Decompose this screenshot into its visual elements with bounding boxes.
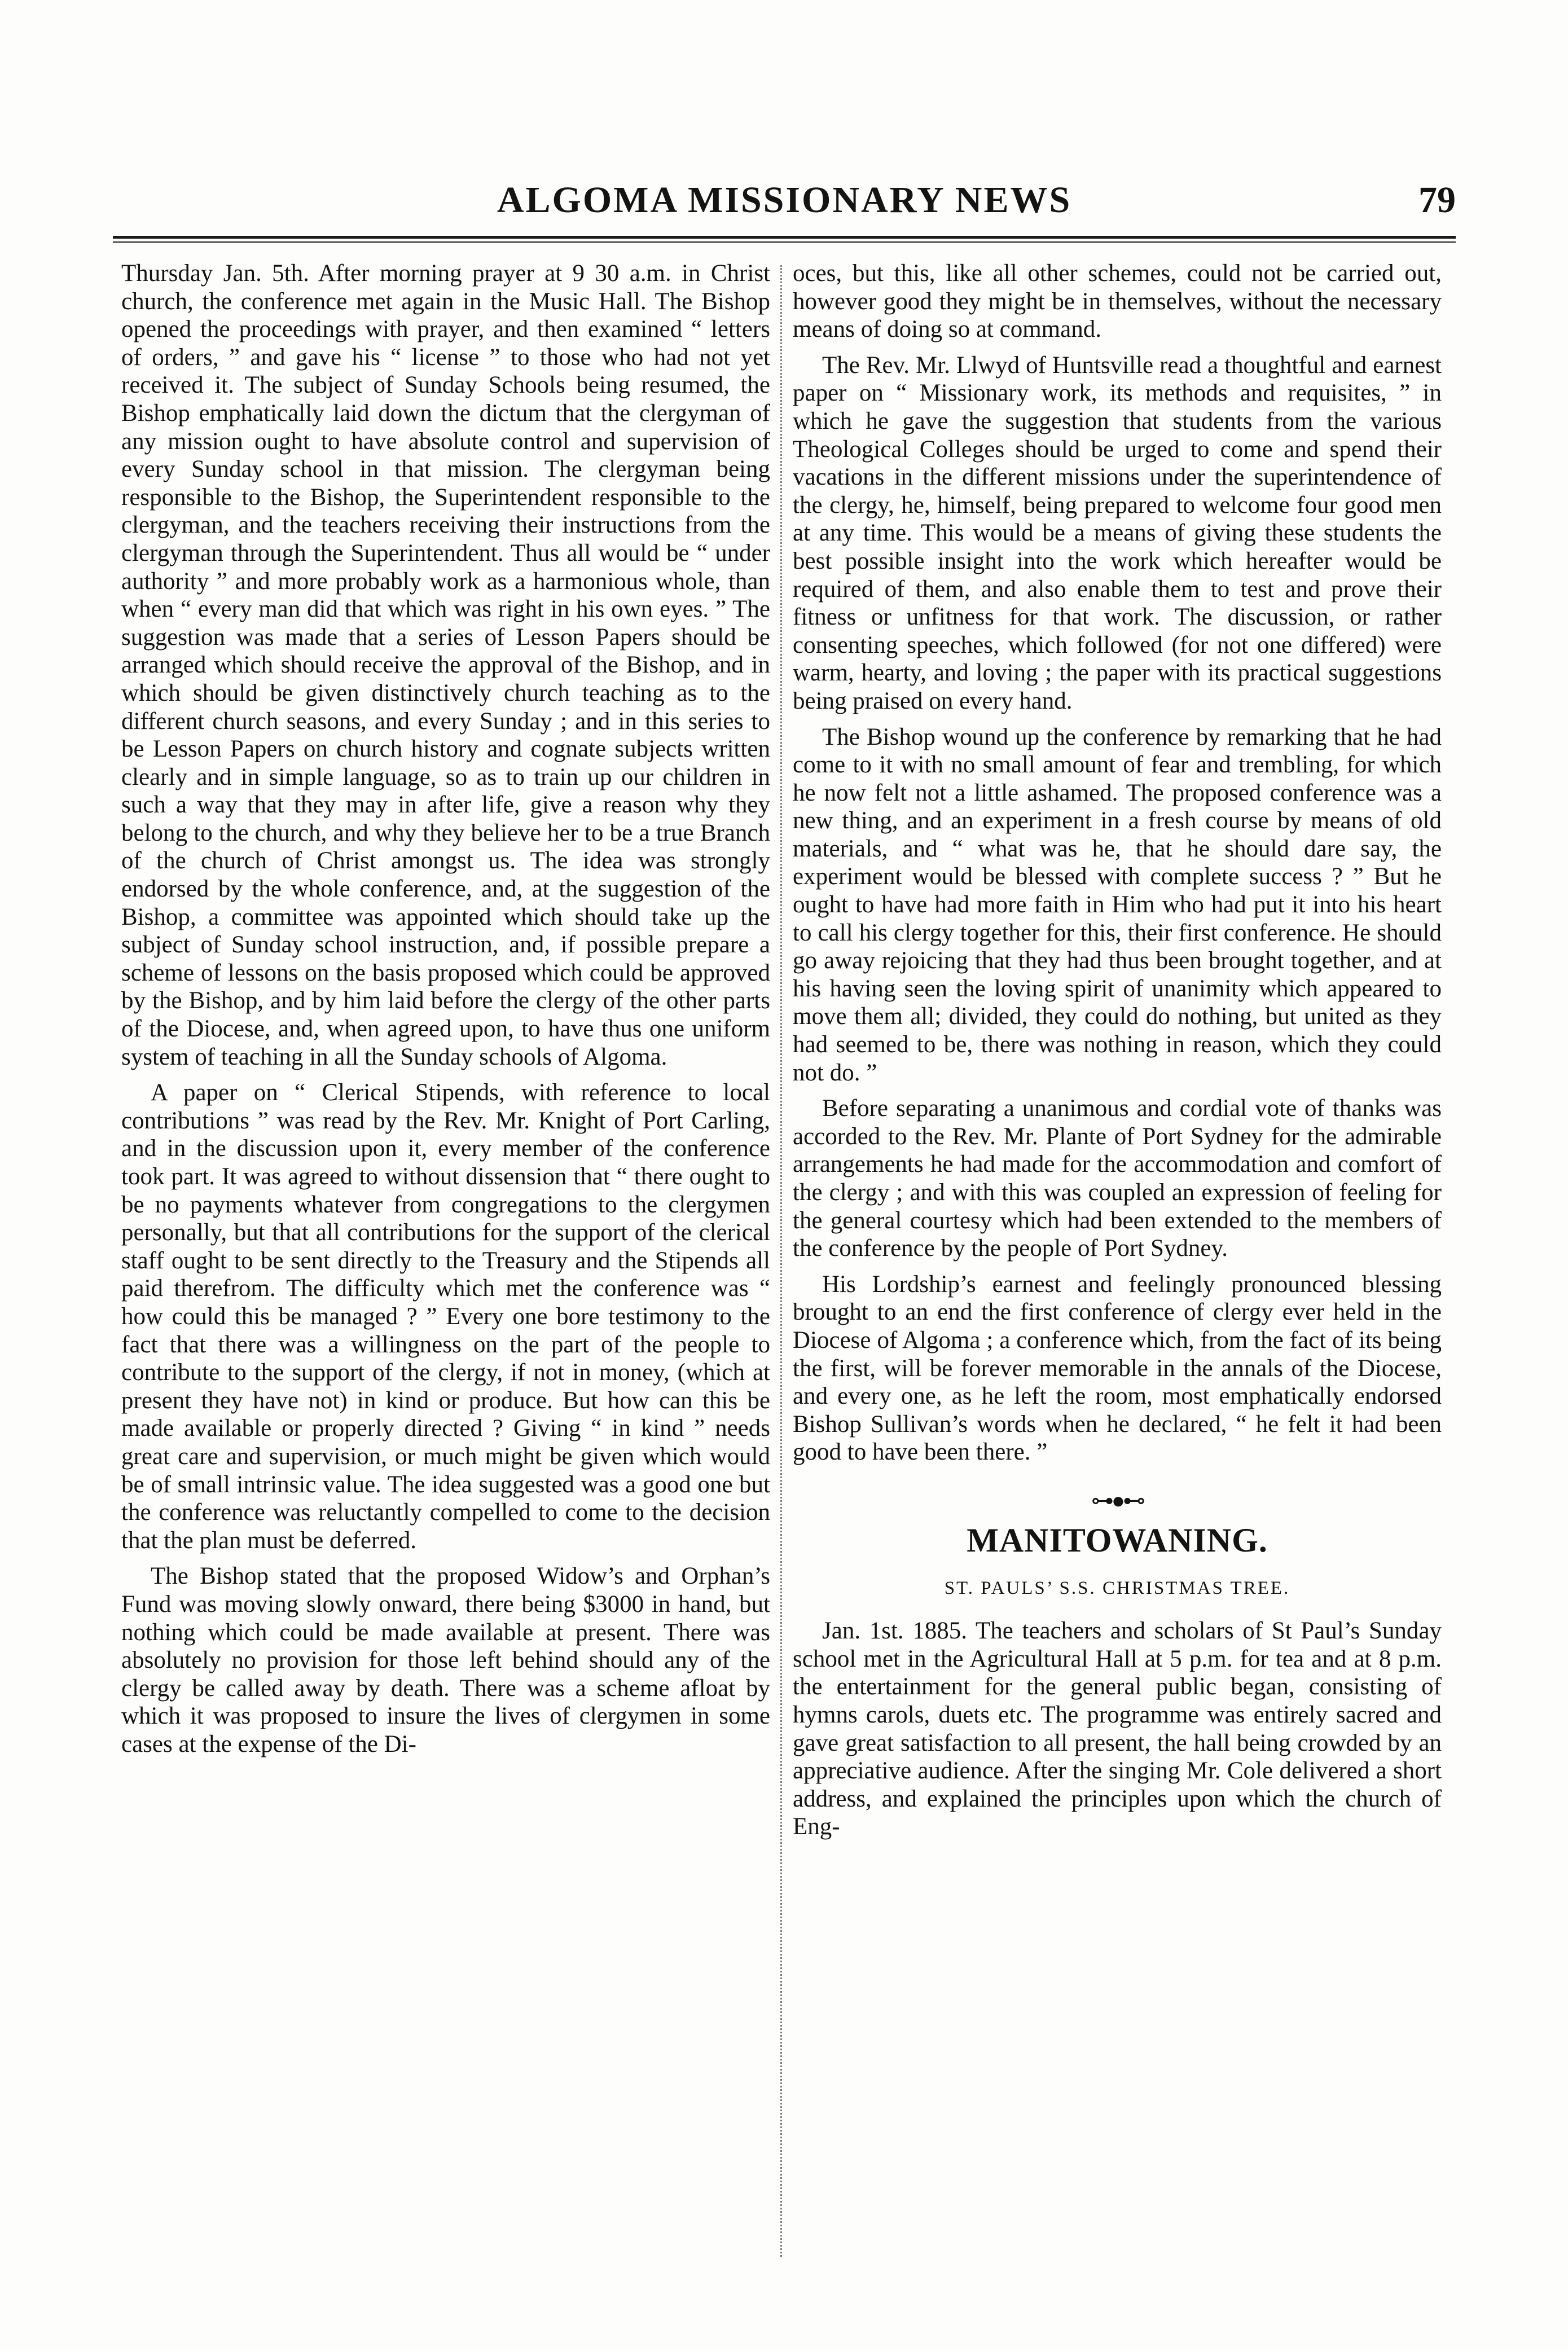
header-rule: [113, 236, 1456, 243]
article-paragraph: The Bishop wound up the conference by remarking that he had come to it with no small amount of fear and trembling, for which he now felt not a little ashamed. The proposed conference was a new thing, and an experiment in a fresh course by means of old materials, and “ what was he, that he should dare say, the experiment would be blessed with complete success ? ” But he ought to have had more faith in Him who had put it into his heart to call his clergy together for this, their first conference. He should go away rejoicing that they had thus been brought together, and at his having seen the loving spirit of unanimity which appeared to move them all; divided, they could do nothing, but united as they had seemed to be, there was nothing in reason, which they could not do. ”: [793, 723, 1442, 1086]
article-paragraph: The Rev. Mr. Llwyd of Huntsville read a thoughtful and earnest paper on “ Missionary work, its methods and requisites, ” in which he gave the suggestion that students from the various Theological Colleges should be urged to come and spend their vacations in the different missions under the superintendence of the clergy, he, himself, being prepared to welcome four good men at any time. This would be a means of giving these students the best possible insight into the work which hereafter would be required of them, and also enable them to test and prove their fitness or unfitness for that work. The discussion, or rather consenting speeches, which followed (for not one differed) were warm, hearty, and loving ; the paper with its practical suggestions being praised on every hand.: [793, 351, 1442, 714]
publication-title: ALGOMA MISSIONARY NEWS: [497, 179, 1072, 221]
article-paragraph: Thursday Jan. 5th. After morning prayer at 9 30 a.m. in Christ church, the conference met again in the Music Hall. The Bishop opened the proceedings with prayer, and then examined “ letters of orders, ” and gave his “ license ” to those who had not yet received it. The subject of Sunday Schools being resumed, the Bishop emphatically laid down the dictum that the clergyman of any mission ought to have absolute control and supervision of every Sunday school in that mission. The clergyman being responsible to the Bishop, the Superintendent responsible to the clergyman, and the teachers receiving their instructions from the clergyman through the Superintendent. Thus all would be “ under authority ” and more probably work as a harmonious whole, than when “ every man did that which was right in his own eyes. ” The suggestion was made that a series of Lesson Papers should be arranged which should receive the approval of the Bishop, and in which should be given distinctively church teaching as to the different church seasons, and every Sunday ; and in this series to be Lesson Papers on church history and cognate subjects written clearly and in simple language, so as to train up our children in such a way that they may in after life, give a reason why they belong to the church, and why they believe her to be a true Branch of the church of Christ amongst us. The idea was strongly endorsed by the whole conference, and, at the suggestion of the Bishop, a committee was appointed which should take up the subject of Sunday school instruction, and, if possible prepare a scheme of lessons on the basis proposed which could be approved by the Bishop, and by him laid before the clergy of the other parts of the Diocese, and, when agreed upon, to have thus one uniform system of teaching in all the Sunday schools of Algoma.: [121, 260, 770, 1070]
section-ornament: ⊶●⊷: [1091, 1487, 1144, 1513]
page-number: 79: [1418, 179, 1456, 221]
article-paragraph: The Bishop stated that the proposed Widow’s and Orphan’s Fund was moving slowly onward, there being $3000 in hand, but nothing which could be made available at present. There was absolutely no provision for those left behind should any of the clergy be called away by death. There was a scheme afloat by which it was proposed to insure the lives of clergymen in some cases at the expense of the Di-: [121, 1563, 770, 1757]
left-column: [121, 260, 770, 2268]
column-divider: [780, 265, 782, 2257]
article-paragraph: Before separating a unanimous and cordial vote of thanks was accorded to the Rev. Mr. Plante of Port Sydney for the admirable arrangements he had made for the accommodation and comfort of the clergy ; and with this was coupled an expression of feeling for the general courtesy which had been extended to the members of the conference by the people of Port Sydney.: [793, 1095, 1442, 1262]
article-paragraph: Jan. 1st. 1885. The teachers and scholars of St Paul’s Sunday school met in the Agricultural Hall at 5 p.m. for tea and at 8 p.m. the entertainment for the general public began, consisting of hymns carols, duets etc. The programme was entirely sacred and gave great satisfaction to all present, the hall being crowded by an appreciative audience. After the singing Mr. Cole delivered a short address, and explained the principles upon which the church of Eng-: [793, 1618, 1442, 1840]
article-paragraph: oces, but this, like all other schemes, could not be carried out, however good they might be in themselves, without the necessary means of doing so at command.: [793, 260, 1442, 343]
section-subtitle: ST. PAULS’ S.S. CHRISTMAS TREE.: [944, 1577, 1290, 1598]
page-header: [113, 175, 1456, 231]
section-title: MANITOWANING.: [967, 1521, 1268, 1559]
article-paragraph: A paper on “ Clerical Stipends, with reference to local contributions ” was read by the Rev. Mr. Knight of Port Carling, and in the discussion upon it, every member of the conference took part. It was agreed to without dissension that “ there ought to be no payments whatever from congregations to the clergymen personally, but that all contributions for the support of the clerical staff ought to be sent directly to the Treasury and the Stipends all paid therefrom. The difficulty which met the conference was “ how could this be managed ? ” Every one bore testimony to the fact that there was a willingness on the part of the people to contribute to the support of the clergy, if not in money, (which at present they have not) in kind or produce. But how can this be made available or properly directed ? Giving “ in kind ” needs great care and supervision, or much might be given which would be of small intrinsic value. The idea suggested was a good one but the conference was reluctantly compelled to come to the decision that the plan must be deferred.: [121, 1079, 770, 1554]
right-column: [793, 260, 1442, 2268]
article-paragraph: His Lordship’s earnest and feelingly pronounced blessing brought to an end the first conference of clergy ever held in the Diocese of Algoma ; a conference which, from the fact of its being the first, will be forever memorable in the annals of the Diocese, and every one, as he left the room, most emphatically endorsed Bishop Sullivan’s words when he declared, “ he felt it had been good to have been there. ”: [793, 1271, 1442, 1466]
